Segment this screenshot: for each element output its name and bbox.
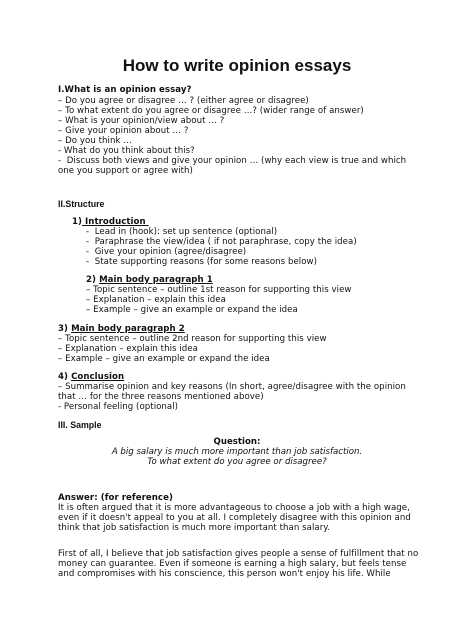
body2-label: Main body paragraph 2: [71, 324, 185, 334]
conclusion-label: Conclusion: [71, 372, 125, 382]
intro-label: Introduction: [82, 217, 149, 227]
body2-line: – Topic sentence – outline 2nd reason for supporting this view: [58, 334, 327, 344]
body1-label: Main body paragraph 1: [99, 275, 213, 285]
intro-line: - Lead in (hook): set up sentence (optional): [86, 227, 278, 237]
conclusion-line: – Summarise opinion and key reasons (In short, agree/disagree with the opinion: [58, 382, 406, 392]
conclusion-line: that … for the three reasons mentioned above): [58, 392, 264, 402]
intro-line: - State supporting reasons (for some reasons below): [86, 257, 318, 267]
conclusion-line: - Personal feeling (optional): [58, 402, 179, 412]
conclusion-heading: [58, 372, 124, 382]
answer-line: and compromises with his conscience, this person won't enjoy his life. While: [58, 569, 391, 579]
body1-number: 2): [86, 275, 97, 285]
s1-line: - What do you think about this?: [58, 146, 195, 156]
body1-line: – Example – give an example or expand the idea: [86, 305, 298, 315]
s1-line: – Give your opinion about … ?: [58, 126, 189, 136]
s1-line: one you support or agree with): [58, 166, 193, 176]
body1-line: – Explanation – explain this idea: [86, 295, 226, 305]
answer-label: Answer: (for reference): [58, 493, 173, 503]
answer-line: money can guarantee. Even if someone is earning a high salary, but feels tense: [58, 559, 407, 569]
body2-number: 3): [58, 324, 69, 334]
page-title: How to write opinion essays: [122, 56, 352, 75]
s1-line: – To what extent do you agree or disagree …? (wider range of answer): [58, 106, 364, 116]
conclusion-number: 4): [58, 372, 69, 382]
question-line: To what extent do you agree or disagree?: [147, 457, 327, 467]
intro-line: - Give your opinion (agree/disagree): [86, 247, 247, 257]
intro-line: - Paraphrase the view/idea ( if not paraphrase, copy the idea): [86, 237, 357, 247]
s1-line: – Do you think …: [58, 136, 132, 146]
body2-line: – Explanation – explain this idea: [58, 344, 198, 354]
answer-line: It is often argued that it is more advantageous to choose a job with a high wage,: [58, 503, 410, 513]
answer-line: think that job satisfaction is much more important than salary.: [58, 523, 330, 533]
section-1-heading: I.What is an opinion essay?: [58, 85, 192, 95]
section-3-heading: III. Sample: [58, 420, 102, 430]
section-2-heading: II.Structure: [58, 199, 105, 209]
body2-line: – Example – give an example or expand the idea: [58, 354, 270, 364]
s1-line: – Do you agree or disagree … ? (either agree or disagree): [58, 96, 309, 106]
question-line: A big salary is much more important than job satisfaction.: [111, 447, 363, 457]
body2-heading: [58, 324, 185, 334]
answer-line: even if it doesn't appeal to you at all. I completely disagree with this opinion and: [58, 513, 411, 523]
question-label: Question:: [213, 437, 261, 447]
s1-line: - Discuss both views and give your opinion … (why each view is true and which: [58, 156, 407, 166]
intro-heading: [72, 217, 149, 227]
answer-line: First of all, I believe that job satisfaction gives people a sense of fulfillment that no: [58, 549, 419, 559]
intro-number: 1): [72, 217, 83, 227]
s1-line: – What is your opinion/view about … ?: [58, 116, 225, 126]
body1-line: – Topic sentence – outline 1st reason for supporting this view: [86, 285, 352, 295]
body1-heading: [86, 275, 213, 285]
